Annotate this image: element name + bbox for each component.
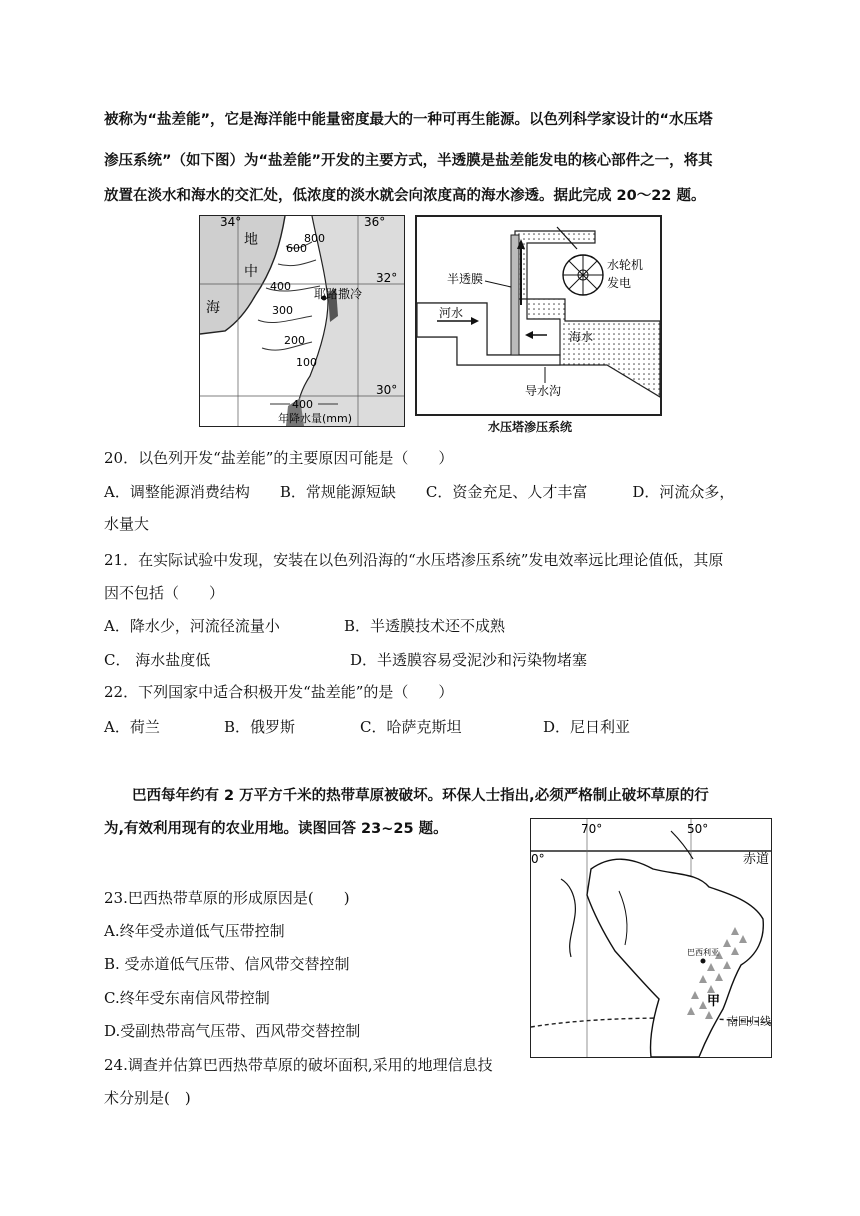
isoline-label-800: 800	[304, 232, 325, 245]
water-turbine-icon	[563, 255, 603, 295]
q20-stem: 20．以色列开发“盐差能”的主要原因可能是（ ）	[104, 449, 454, 467]
isoline-label-100: 100	[296, 356, 317, 369]
legend-value: 400	[292, 398, 313, 411]
capital-label: 巴西利亚	[687, 948, 719, 957]
label-turbine: 水轮机	[607, 258, 644, 272]
q23-option-c: C.终年受东南信风带控制	[104, 989, 270, 1007]
isoline-label-300: 300	[272, 304, 293, 317]
equator-label: 赤道	[743, 852, 770, 867]
brazil-map	[530, 818, 772, 1058]
q22-option-b: B．俄罗斯	[224, 718, 296, 736]
membrane-wall	[511, 235, 519, 355]
place-label-zhong: 中	[244, 264, 258, 280]
lon-label-50: 50°	[687, 822, 709, 836]
label-sea: 海水	[569, 330, 594, 344]
q22-option-c: C．哈萨克斯坦	[360, 718, 462, 736]
q21-stem-2: 因不包括（ ）	[104, 584, 225, 602]
lat-label-30: 30°	[376, 383, 398, 397]
capital-dot	[701, 959, 706, 964]
intro2-line-1: 巴西每年约有 2 万平方千米的热带草原被破坏。环保人士指出,必须严格制止破坏草原的行	[132, 788, 709, 804]
q24-stem-1: 24.调查并估算巴西热带草原的破坏面积,采用的地理信息技	[104, 1056, 493, 1074]
lon-label-70: 70°	[581, 822, 603, 836]
diagram-caption: 水压塔渗压系统	[488, 420, 573, 434]
isoline-label-600: 600	[286, 242, 307, 255]
q22-stem: 22．下列国家中适合积极开发“盐差能”的是（ ）	[104, 683, 454, 701]
legend-label: 年降水量(mm)	[278, 412, 353, 425]
region-label: 甲	[707, 994, 721, 1009]
q23-stem: 23.巴西热带草原的形成原因是( )	[104, 889, 350, 907]
intro2-line-2: 为,有效利用现有的农业用地。读图回答 23~25 题。	[104, 821, 448, 837]
label-membrane: 半透膜	[447, 272, 484, 286]
q21-option-d: D．半透膜容易受泥沙和污染物堵塞	[350, 651, 588, 669]
isoline-label-200: 200	[284, 334, 305, 347]
intro-line-2: 渗压系统”（如下图）为“盐差能”开发的主要方式，半透膜是盐差能发电的核心部件之一，将其	[104, 153, 713, 169]
city-label: 耶路撒冷	[314, 287, 363, 301]
q24-stem-2: 术分别是( )	[104, 1089, 191, 1107]
q20-options: A．调整能源消费结构 B．常规能源短缺 C．资金充足、人才丰富 D．河流众多，	[104, 483, 735, 501]
place-label-hai: 海	[206, 300, 220, 316]
q23-option-d: D.受副热带高气压带、西风带交替控制	[104, 1022, 361, 1040]
israel-precipitation-map	[199, 215, 405, 427]
lat-label-32: 32°	[376, 271, 398, 285]
lat-label-36: 36°	[364, 216, 386, 229]
q21-stem-1: 21．在实际试验中发现，安装在以色列沿海的“水压塔渗压系统”发电效率远比理论值低，其原	[104, 551, 724, 569]
isoline-label-400: 400	[270, 280, 291, 293]
intro-line-3: 放置在淡水和海水的交汇处，低浓度的淡水就会向浓度高的海水渗透。据此完成 20～22 题。	[104, 188, 706, 204]
q21-option-a: A．降水少，河流径流量小	[104, 617, 280, 635]
osmotic-power-diagram	[415, 215, 662, 416]
lat-label-0: 0°	[531, 852, 545, 866]
label-channel: 导水沟	[525, 384, 562, 398]
lat-label-34: 34°	[220, 216, 242, 229]
place-label-di: 地	[244, 232, 258, 248]
q22-option-a: A．荷兰	[104, 718, 160, 736]
q21-option-b: B．半透膜技术还不成熟	[344, 617, 506, 635]
q22-option-d: D．尼日利亚	[543, 718, 631, 736]
q23-option-a: A.终年受赤道低气压带控制	[104, 922, 285, 940]
label-power: 发电	[607, 276, 632, 290]
intro-line-1: 被称为“盐差能”，它是海洋能中能量密度最大的一种可再生能源。以色列科学家设计的“水压塔	[104, 112, 713, 128]
label-river: 河水	[439, 306, 464, 320]
tropic-label: 南回归线	[727, 1015, 771, 1028]
q21-option-c: C． 海水盐度低	[104, 651, 211, 669]
q20-options-cont: 水量大	[104, 515, 150, 533]
q23-option-b: B. 受赤道低气压带、信风带交替控制	[104, 955, 350, 973]
